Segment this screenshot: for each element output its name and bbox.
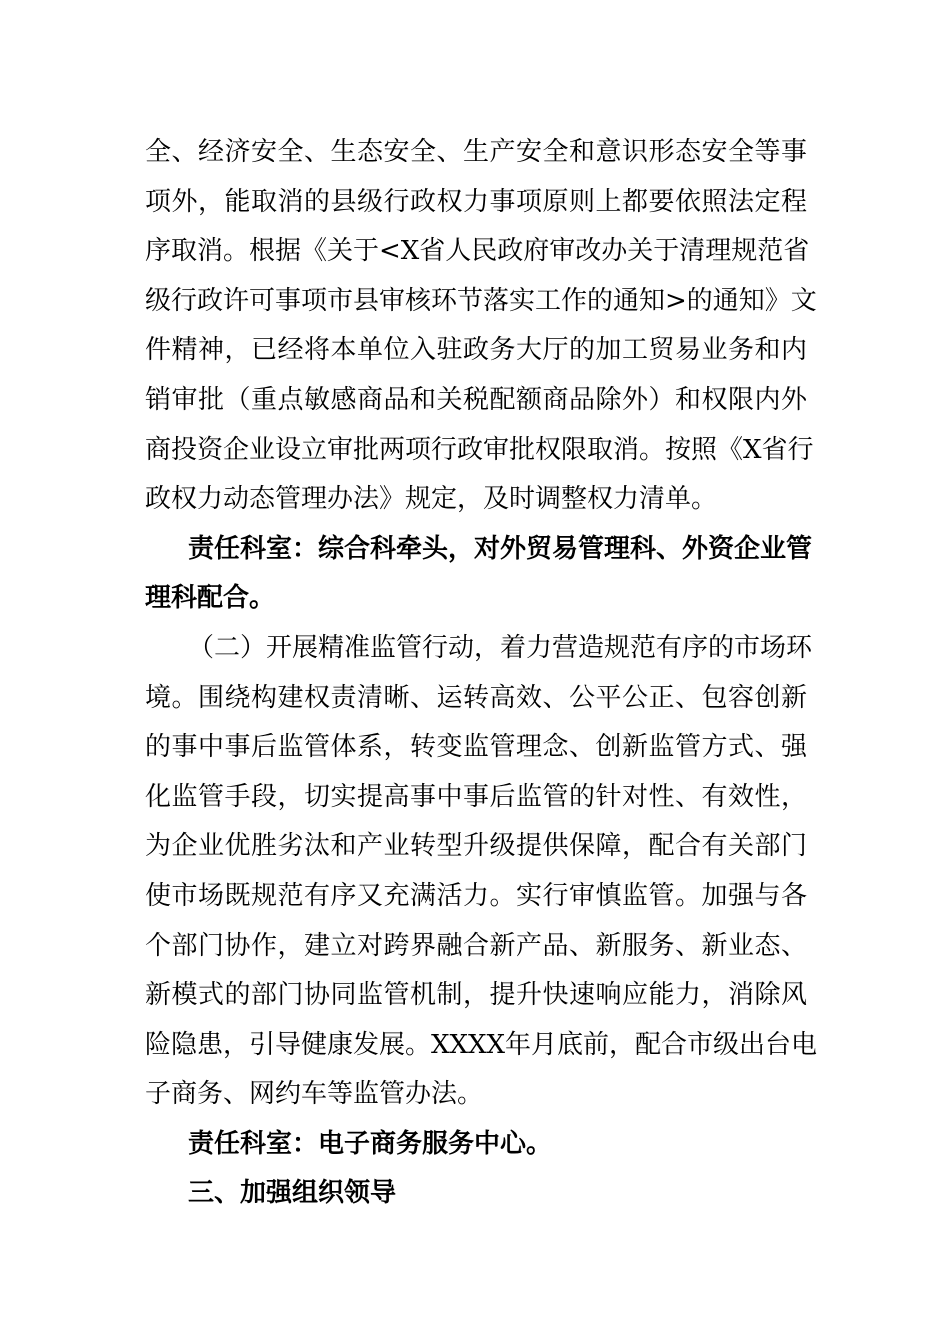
text-line: 化监管手段，切实提高事中事后监管的针对性、有效性， — [145, 781, 807, 812]
paragraph-power-list — [145, 128, 817, 525]
text-line: 使市场既规范有序又充满活力。实行审慎监管。加强与各 — [145, 880, 807, 911]
text-line: 的事中事后监管体系，转变监管理念、创新监管方式、强 — [145, 732, 807, 763]
text-line: 责任科室：综合科牵头，对外贸易管理科、外资企业管 — [188, 533, 813, 564]
text-line: 理科配合。 — [145, 583, 276, 614]
text-line: 险隐患，引导健康发展。XXXX年月底前，配合市级出台电 — [145, 1029, 818, 1060]
document-body — [145, 128, 818, 1219]
text-line: 责任科室：电子商务服务中心。 — [188, 1128, 553, 1159]
section-heading — [145, 1169, 807, 1219]
text-line: 子商务、网约车等监管办法。 — [145, 1079, 484, 1110]
text-line: 个部门协作，建立对跨界融合新产品、新服务、新业态、 — [145, 930, 807, 961]
text-line: 件精神，已经将本单位入驻政务大厅的加工贸易业务和内 — [145, 335, 807, 366]
text-line: 级行政许可事项市县审核环节落实工作的通知>的通知》文 — [145, 285, 817, 316]
text-line: 境。围绕构建权责清晰、运转高效、公平公正、包容创新 — [145, 682, 807, 713]
text-line: 全、经济安全、生态安全、生产安全和意识形态安全等事 — [145, 137, 807, 167]
text-line: 项外，能取消的县级行政权力事项原则上都要依照法定程 — [145, 186, 807, 217]
responsible-office-paragraph — [145, 525, 813, 624]
text-line: （二）开展精准监管行动，着力营造规范有序的市场环 — [188, 632, 813, 663]
paragraph-regulation — [145, 624, 818, 1120]
text-line: 销审批（重点敏感商品和关税配额商品除外）和权限内外 — [145, 384, 807, 415]
text-line: 商投资企业设立审批两项行政审批权限取消。按照《X省行 — [145, 434, 814, 465]
heading-text: 三、加强组织领导 — [188, 1178, 397, 1209]
text-line: 为企业优胜劣汰和产业转型升级提供保障，配合有关部门 — [145, 831, 807, 862]
responsible-office-paragraph — [145, 1120, 807, 1170]
text-line: 新模式的部门协同监管机制，提升快速响应能力，消除风 — [145, 980, 807, 1011]
text-line: 序取消。根据《关于<X省人民政府审改办关于清理规范省 — [145, 236, 810, 267]
text-line: 政权力动态管理办法》规定，及时调整权力清单。 — [145, 484, 718, 515]
